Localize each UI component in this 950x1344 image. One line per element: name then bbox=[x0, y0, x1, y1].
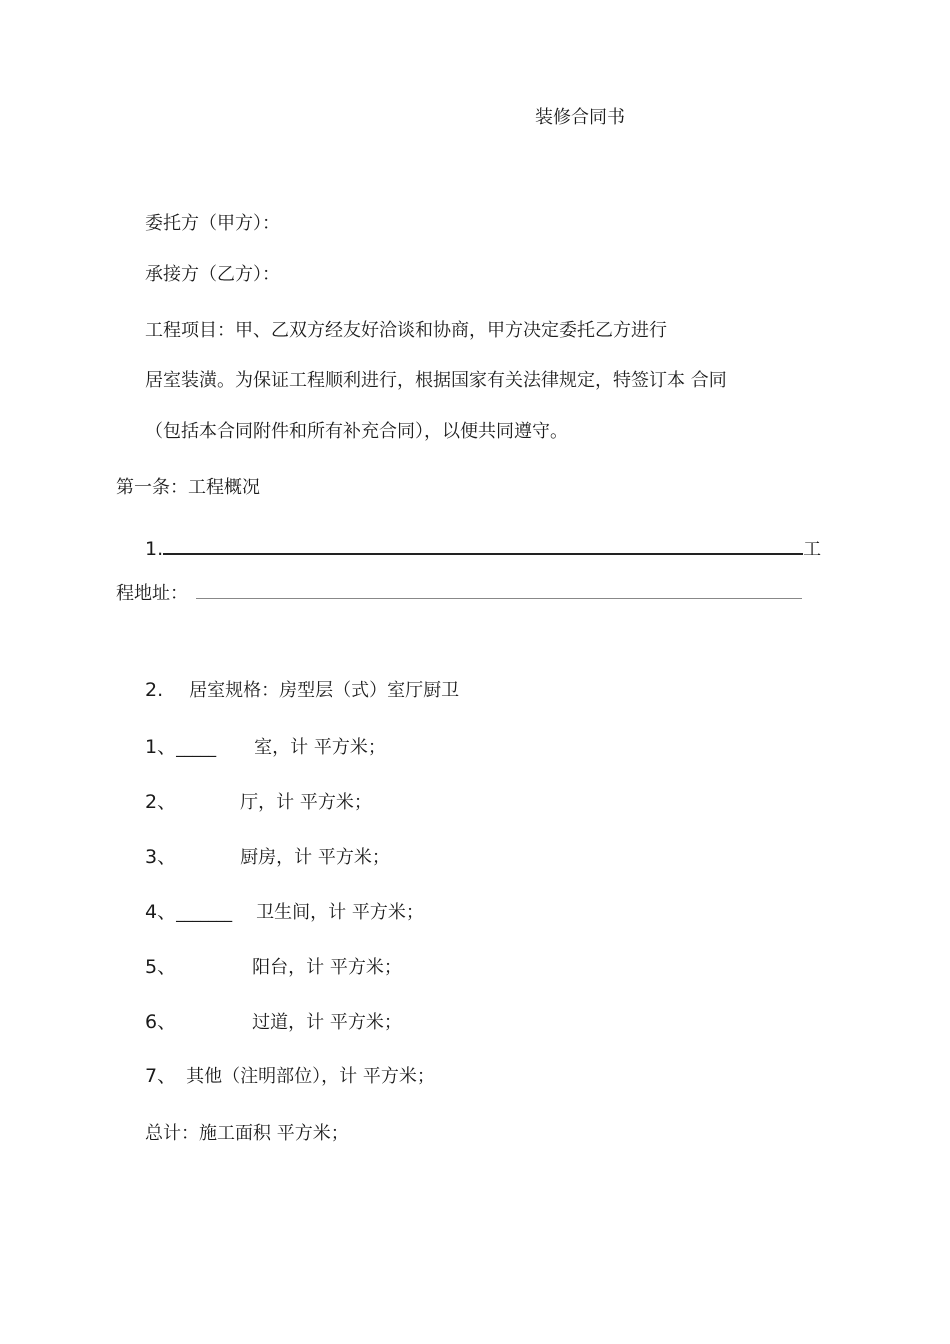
room-item-blank: _______ bbox=[176, 903, 233, 922]
item-1-project-name bbox=[145, 535, 821, 562]
room-item-blank: _____ bbox=[176, 738, 217, 757]
room-item-number: 6、 bbox=[145, 1011, 177, 1033]
party-b-label: 承接方（乙方）： bbox=[145, 264, 280, 285]
item-2-room-spec bbox=[145, 678, 459, 703]
intro-line-2: 居室装潢。为保证工程顺利进行，根据国家有关法律规定，特签订本 合同 bbox=[145, 370, 727, 391]
room-item-number: 3、 bbox=[145, 846, 177, 868]
room-item bbox=[145, 845, 390, 870]
room-item-number: 1、 bbox=[145, 736, 177, 758]
intro-line-3: （包括本合同附件和所有补充合同），以便共同遵守。 bbox=[145, 421, 568, 442]
room-item bbox=[145, 955, 402, 980]
room-item bbox=[145, 1010, 402, 1035]
room-item-number: 2、 bbox=[145, 791, 177, 813]
room-item-text: 室，计 平方米； bbox=[254, 737, 386, 758]
room-item bbox=[145, 900, 424, 925]
address-row bbox=[116, 580, 802, 606]
address-label: 程地址： bbox=[116, 583, 188, 604]
room-item-text: 过道，计 平方米； bbox=[252, 1012, 402, 1033]
room-item bbox=[145, 790, 372, 815]
room-item-text: 阳台，计 平方米； bbox=[252, 957, 402, 978]
room-item-number: 4、 bbox=[145, 901, 177, 923]
room-item-text: 其他（注明部位），计 平方米； bbox=[186, 1066, 435, 1087]
item-2-text: 居室规格：房型层（式）室厅厨卫 bbox=[189, 680, 460, 701]
room-item-number: 5、 bbox=[145, 956, 177, 978]
total-area: 总计：施工面积 平方米； bbox=[145, 1123, 349, 1144]
room-item-text: 厅，计 平方米； bbox=[240, 792, 372, 813]
item-2-number: 2. bbox=[145, 679, 164, 701]
item-1-number: 1. bbox=[145, 538, 164, 560]
room-item-text: 卫生间，计 平方米； bbox=[256, 902, 424, 923]
intro-line-1: 工程项目：甲、乙双方经友好洽谈和协商，甲方决定委托乙方进行 bbox=[145, 320, 667, 341]
article-1-heading: 第一条：工程概况 bbox=[116, 477, 260, 498]
project-name-blank bbox=[163, 535, 803, 555]
room-item bbox=[145, 735, 386, 760]
address-blank bbox=[196, 580, 802, 599]
room-item bbox=[145, 1064, 435, 1089]
room-item-number: 7、 bbox=[145, 1065, 177, 1087]
room-item-text: 厨房，计 平方米； bbox=[240, 847, 390, 868]
document-title: 装修合同书 bbox=[535, 107, 625, 128]
party-a-label: 委托方（甲方）： bbox=[145, 213, 280, 234]
item-1-tail: 工 bbox=[803, 539, 822, 560]
